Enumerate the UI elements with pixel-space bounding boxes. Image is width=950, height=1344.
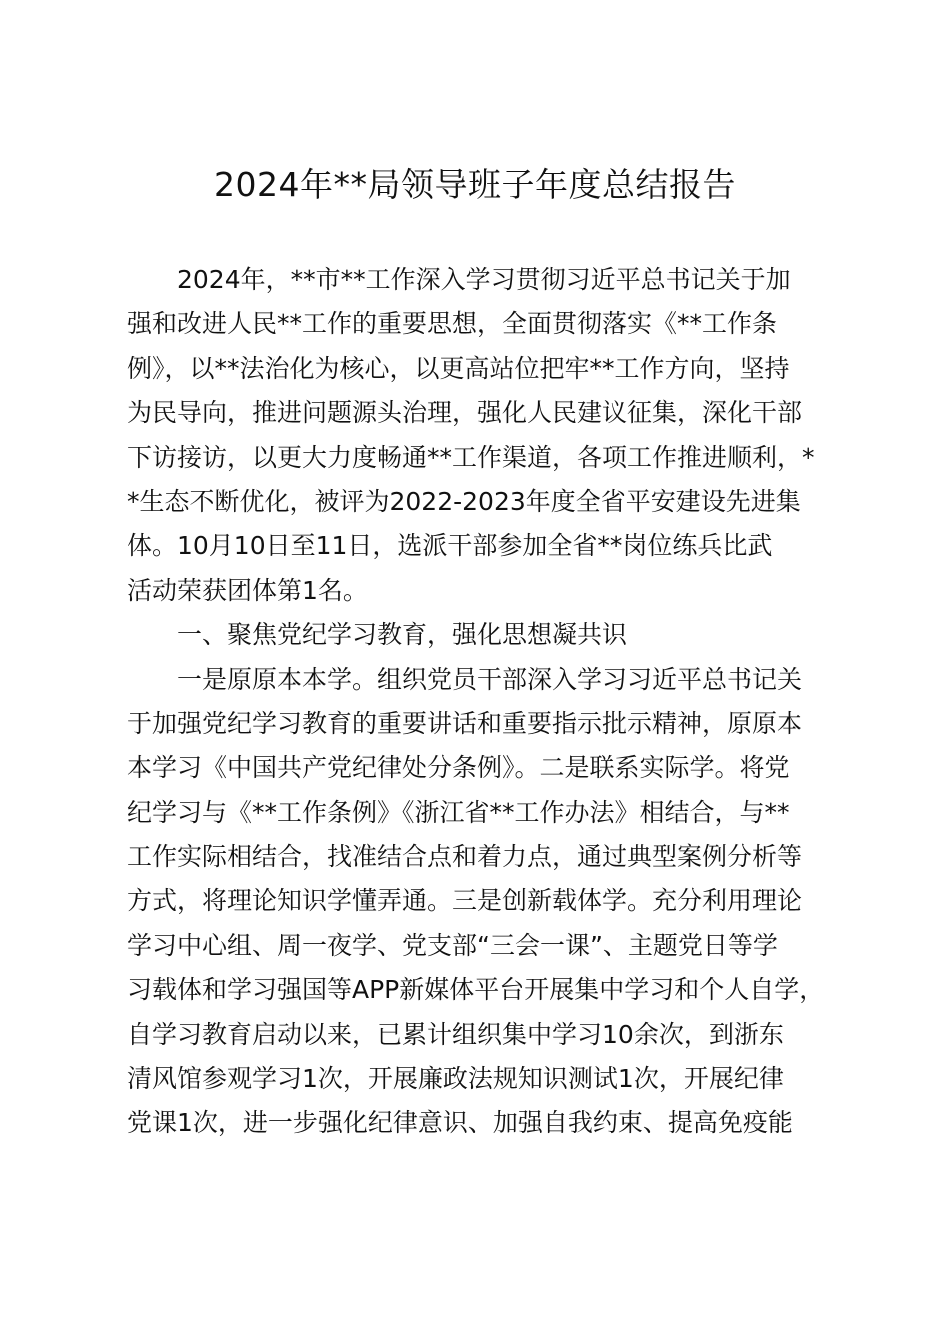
paragraph-line: 纪学习与《**工作条例》《浙江省**工作办法》相结合，与** bbox=[127, 797, 790, 827]
paragraph-line: 下访接访，以更大力度畅通**工作渠道，各项工作推进顺利，* bbox=[127, 442, 815, 472]
paragraph-line: 2024年，**市**工作深入学习贯彻习近平总书记关于加 bbox=[177, 265, 791, 294]
paragraph-line: 本学习《中国共产党纪律处分条例》。二是联系实际学。将党 bbox=[127, 753, 790, 783]
paragraph-line: 于加强党纪学习教育的重要讲话和重要指示批示精神，原原本 bbox=[127, 708, 803, 738]
paragraph-line: 方式，将理论知识学懂弄通。三是创新载体学。充分利用理论 bbox=[127, 886, 803, 916]
paragraph-line: 一是原原本本学。组织党员干部深入学习习近平总书记关 bbox=[177, 664, 803, 694]
document-title: 2024年**局领导班子年度总结报告 bbox=[214, 165, 736, 204]
paragraph-line: 强和改进人民**工作的重要思想，全面贯彻落实《**工作条 bbox=[127, 309, 778, 339]
paragraph-line: 体。10月10日至11日，选派干部参加全省**岗位练兵比武 bbox=[127, 531, 773, 561]
paragraph-line: 活动荣获团体第1名。 bbox=[127, 575, 368, 605]
paragraph-line: 为民导向，推进问题源头治理，强化人民建议征集，深化干部 bbox=[127, 398, 803, 428]
paragraph-line: 学习中心组、周一夜学、党支部“三会一课”、主题党日等学 bbox=[127, 930, 778, 960]
paragraph-line: 例》，以**法治化为核心，以更高站位把牢**工作方向，坚持 bbox=[127, 353, 790, 383]
document-body bbox=[127, 258, 847, 1146]
paragraph-line: 清风馆参观学习1次，开展廉政法规知识测试1次，开展纪律 bbox=[127, 1064, 784, 1094]
section-heading: 一、聚焦党纪学习教育，强化思想凝共识 bbox=[177, 620, 628, 650]
paragraph-line: 党课1次，进一步强化纪律意识、加强自我约束、提高免疫能 bbox=[127, 1108, 793, 1138]
paragraph-line: 习载体和学习强国等APP新媒体平台开展集中学习和个人自学， bbox=[127, 975, 825, 1005]
paragraph-line: 工作实际相结合，找准结合点和着力点，通过典型案例分析等 bbox=[127, 842, 803, 872]
paragraph-line: *生态不断优化，被评为2022-2023年度全省平安建设先进集 bbox=[127, 486, 801, 516]
paragraph-line: 自学习教育启动以来，已累计组织集中学习10余次，到浙东 bbox=[127, 1019, 784, 1049]
